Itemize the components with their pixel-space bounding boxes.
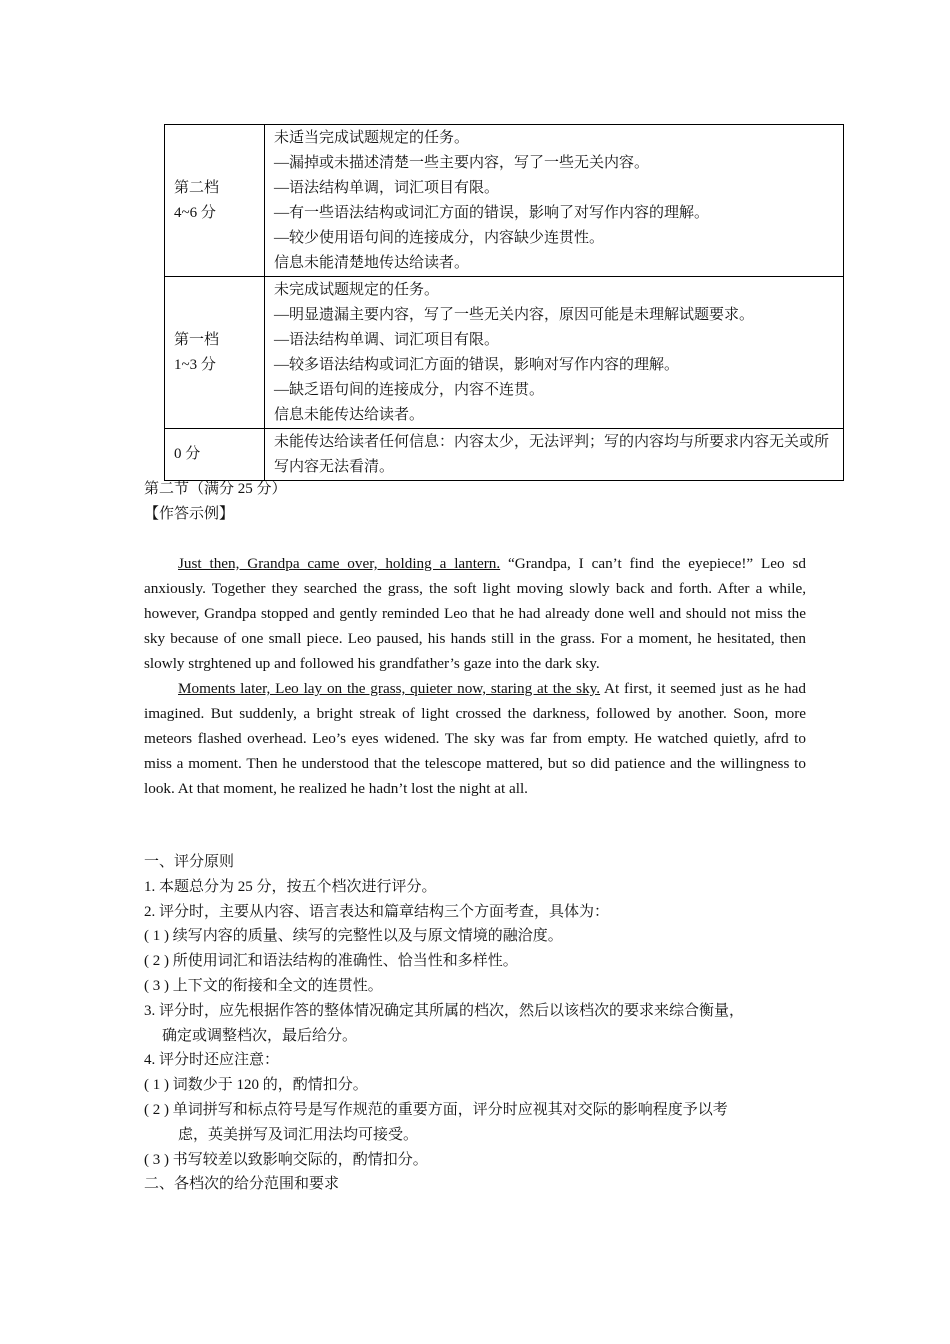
description-line: 未适当完成试题规定的任务。 xyxy=(274,130,470,146)
essay-text: At first, it seemed just as he had imagined. But suddenly, a bright streak of light crossed the darkness, followed by another. Soon, more meteors flashed overhead. Leo’s eyes widened. The sky was far from empty. He watched quietly, afrd to miss a moment. Then he understood that the telescope mattered, but so did patience and the willingness to look. At that moment, he realized he hadn’t lost the night at all. xyxy=(144,680,806,797)
description-cell xyxy=(265,429,844,481)
table-row xyxy=(165,429,844,481)
rule-subitem: ( 2 ) 单词拼写和标点符号是写作规范的重要方面，评分时应视其对交际的影响程度予以考 xyxy=(144,1101,728,1118)
sample-essay xyxy=(144,551,806,801)
rule-item-continuation: 确定或调整档次，最后给分。 xyxy=(162,1027,358,1044)
level-name: 第二档 xyxy=(174,179,220,196)
scoring-rules xyxy=(144,850,824,1197)
rule-item: 4. 评分时还应注意： xyxy=(144,1052,280,1069)
rules-heading: 一、评分原则 xyxy=(144,854,235,870)
level-cell xyxy=(165,429,265,481)
rule-subitem-continuation: 虑，英美拼写及词汇用法均可接受。 xyxy=(178,1126,419,1143)
example-title: 【作答示例】 xyxy=(144,506,235,522)
given-sentence: Just then, Grandpa came over, holding a lantern. xyxy=(178,555,501,572)
table-row xyxy=(165,125,844,277)
rule-item: 1. 本题总分为 25 分，按五个档次进行评分。 xyxy=(144,878,437,895)
rule-subitem: ( 2 ) 所使用词汇和语法结构的准确性、恰当性和多样性。 xyxy=(144,953,518,970)
level-score: 4~6 分 xyxy=(174,204,216,221)
description-line: —漏掉或未描述清楚一些主要内容，写了一些无关内容。 xyxy=(274,155,650,171)
description-line: 未完成试题规定的任务。 xyxy=(274,282,440,298)
table-row xyxy=(165,277,844,429)
description-line: —较多语法结构或词汇方面的错误，影响对写作内容的理解。 xyxy=(274,357,680,373)
essay-paragraph xyxy=(144,551,806,676)
level-name: 第一档 xyxy=(174,331,220,348)
description-line: —有一些语法结构或词汇方面的错误，影响了对写作内容的理解。 xyxy=(274,205,710,221)
essay-paragraph xyxy=(144,676,806,801)
description-cell xyxy=(265,125,844,277)
description-line: —语法结构单调，词汇项目有限。 xyxy=(274,180,500,196)
grading-table xyxy=(164,124,844,481)
rule-subitem: ( 1 ) 续写内容的质量、续写的完整性以及与原文情境的融洽度。 xyxy=(144,928,563,945)
rules-heading: 二、各档次的给分范围和要求 xyxy=(144,1176,340,1193)
level-cell xyxy=(165,277,265,429)
rule-subitem: ( 3 ) 书写较差以致影响交际的，酌情扣分。 xyxy=(144,1151,428,1168)
section-title: 第二节（满分 25 分） xyxy=(144,481,287,497)
description-line: 未能传达给读者任何信息：内容太少，无法评判；写的内容均与所要求内容无关或所写内容无法看清。 xyxy=(274,434,830,475)
level-score: 0 分 xyxy=(174,446,201,462)
level-score: 1~3 分 xyxy=(174,356,216,373)
rule-subitem: ( 3 ) 上下文的衔接和全文的连贯性。 xyxy=(144,977,383,994)
rule-item: 2. 评分时，主要从内容、语言表达和篇章结构三个方面考查，具体为： xyxy=(144,903,610,920)
description-line: —语法结构单调、词汇项目有限。 xyxy=(274,332,500,348)
rule-subitem: ( 1 ) 词数少于 120 的，酌情扣分。 xyxy=(144,1077,368,1094)
given-sentence: Moments later, Leo lay on the grass, quieter now, staring at the sky. xyxy=(178,680,601,697)
level-cell xyxy=(165,125,265,277)
description-cell xyxy=(265,277,844,429)
essay-text: “Grandpa, I can’t find the eyepiece!” Leo sd anxiously. Together they searched the grass, the soft light moving slowly back and forth. After a while, however, Grandpa stopped and gently reminded Leo that he had already done well and should not miss the sky because of one small piece. Leo paused, his hands still in the grass. For a moment, he hesitated, then slowly strghtened up and followed his grandfather’s gaze into the dark sky. xyxy=(144,555,806,672)
description-line: 信息未能清楚地传达给读者。 xyxy=(274,255,470,271)
rule-item: 3. 评分时，应先根据作答的整体情况确定其所属的档次，然后以该档次的要求来综合衡量， xyxy=(144,1002,745,1019)
description-line: —缺乏语句间的连接成分，内容不连贯。 xyxy=(274,382,545,398)
description-line: —较少使用语句间的连接成分，内容缺少连贯性。 xyxy=(274,230,605,246)
description-line: 信息未能传达给读者。 xyxy=(274,407,425,423)
description-line: —明显遗漏主要内容，写了一些无关内容，原因可能是未理解试题要求。 xyxy=(274,307,755,323)
